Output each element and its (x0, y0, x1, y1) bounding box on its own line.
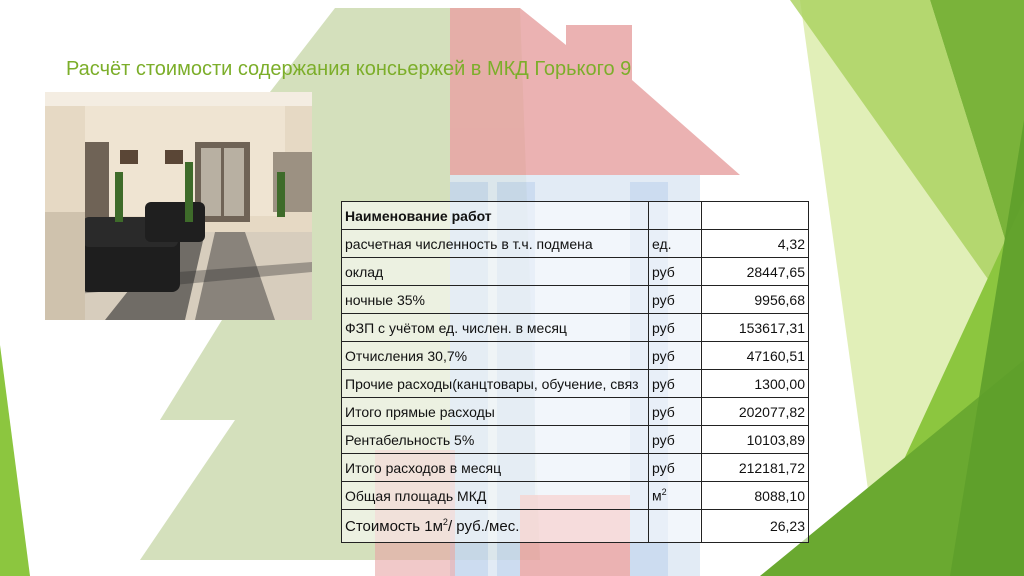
row-unit-cell: руб (649, 342, 702, 370)
row-unit-cell: руб (649, 454, 702, 482)
cost-name-cell (342, 510, 649, 543)
table-row (342, 230, 809, 258)
table-row (342, 426, 809, 454)
table-row (342, 286, 809, 314)
row-name-cell: оклад (342, 258, 649, 286)
slide-title: Расчёт стоимости содержания консьержей в МКД Горького 9 (66, 58, 632, 80)
cost-table (341, 201, 809, 543)
row-value-cell: 28447,65 (702, 258, 809, 286)
row-unit-cell: руб (649, 286, 702, 314)
row-value-cell: 47160,51 (702, 342, 809, 370)
row-name-cell: ФЗП с учётом ед. числен. в месяц (342, 314, 649, 342)
cost-name-pre: Стоимость 1м (345, 518, 443, 535)
header-name-cell: Наименование работ (342, 202, 649, 230)
cost-value-cell: 26,23 (702, 510, 809, 543)
row-unit-cell: руб (649, 426, 702, 454)
cost-row (342, 510, 809, 543)
table-row (342, 398, 809, 426)
row-name-cell: ночные 35% (342, 286, 649, 314)
table-row (342, 454, 809, 482)
area-value-cell: 8088,10 (702, 482, 809, 510)
row-unit-cell: ед. (649, 230, 702, 258)
cost-name-post: / руб./мес. (447, 518, 520, 535)
area-unit-cell (649, 482, 702, 510)
header-unit-cell (649, 202, 702, 230)
area-name-cell: Общая площадь МКД (342, 482, 649, 510)
area-row (342, 482, 809, 510)
table-row (342, 314, 809, 342)
row-unit-cell: руб (649, 258, 702, 286)
row-unit-cell: руб (649, 314, 702, 342)
row-name-cell: Итого прямые расходы (342, 398, 649, 426)
row-value-cell: 1300,00 (702, 370, 809, 398)
cost-name-superscript: 2 (442, 517, 448, 527)
header-value-cell (702, 202, 809, 230)
area-unit-superscript: 2 (661, 487, 667, 498)
lobby-photo (45, 92, 312, 320)
row-name-cell: Отчисления 30,7% (342, 342, 649, 370)
row-name-cell: Итого расходов в месяц (342, 454, 649, 482)
row-value-cell: 10103,89 (702, 426, 809, 454)
table-row (342, 342, 809, 370)
row-value-cell: 212181,72 (702, 454, 809, 482)
row-name-cell: Рентабельность 5% (342, 426, 649, 454)
cost-unit-cell (649, 510, 702, 543)
row-unit-cell: руб (649, 398, 702, 426)
row-value-cell: 9956,68 (702, 286, 809, 314)
row-value-cell: 4,32 (702, 230, 809, 258)
row-unit-cell: руб (649, 370, 702, 398)
row-name-cell: расчетная численность в т.ч. подмена (342, 230, 649, 258)
row-name-cell: Прочие расходы(канцтовары, обучение, связ (342, 370, 649, 398)
table-row (342, 258, 809, 286)
table-header-row (342, 202, 809, 230)
area-unit-base: м (652, 487, 662, 504)
row-value-cell: 153617,31 (702, 314, 809, 342)
table-row (342, 370, 809, 398)
row-value-cell: 202077,82 (702, 398, 809, 426)
